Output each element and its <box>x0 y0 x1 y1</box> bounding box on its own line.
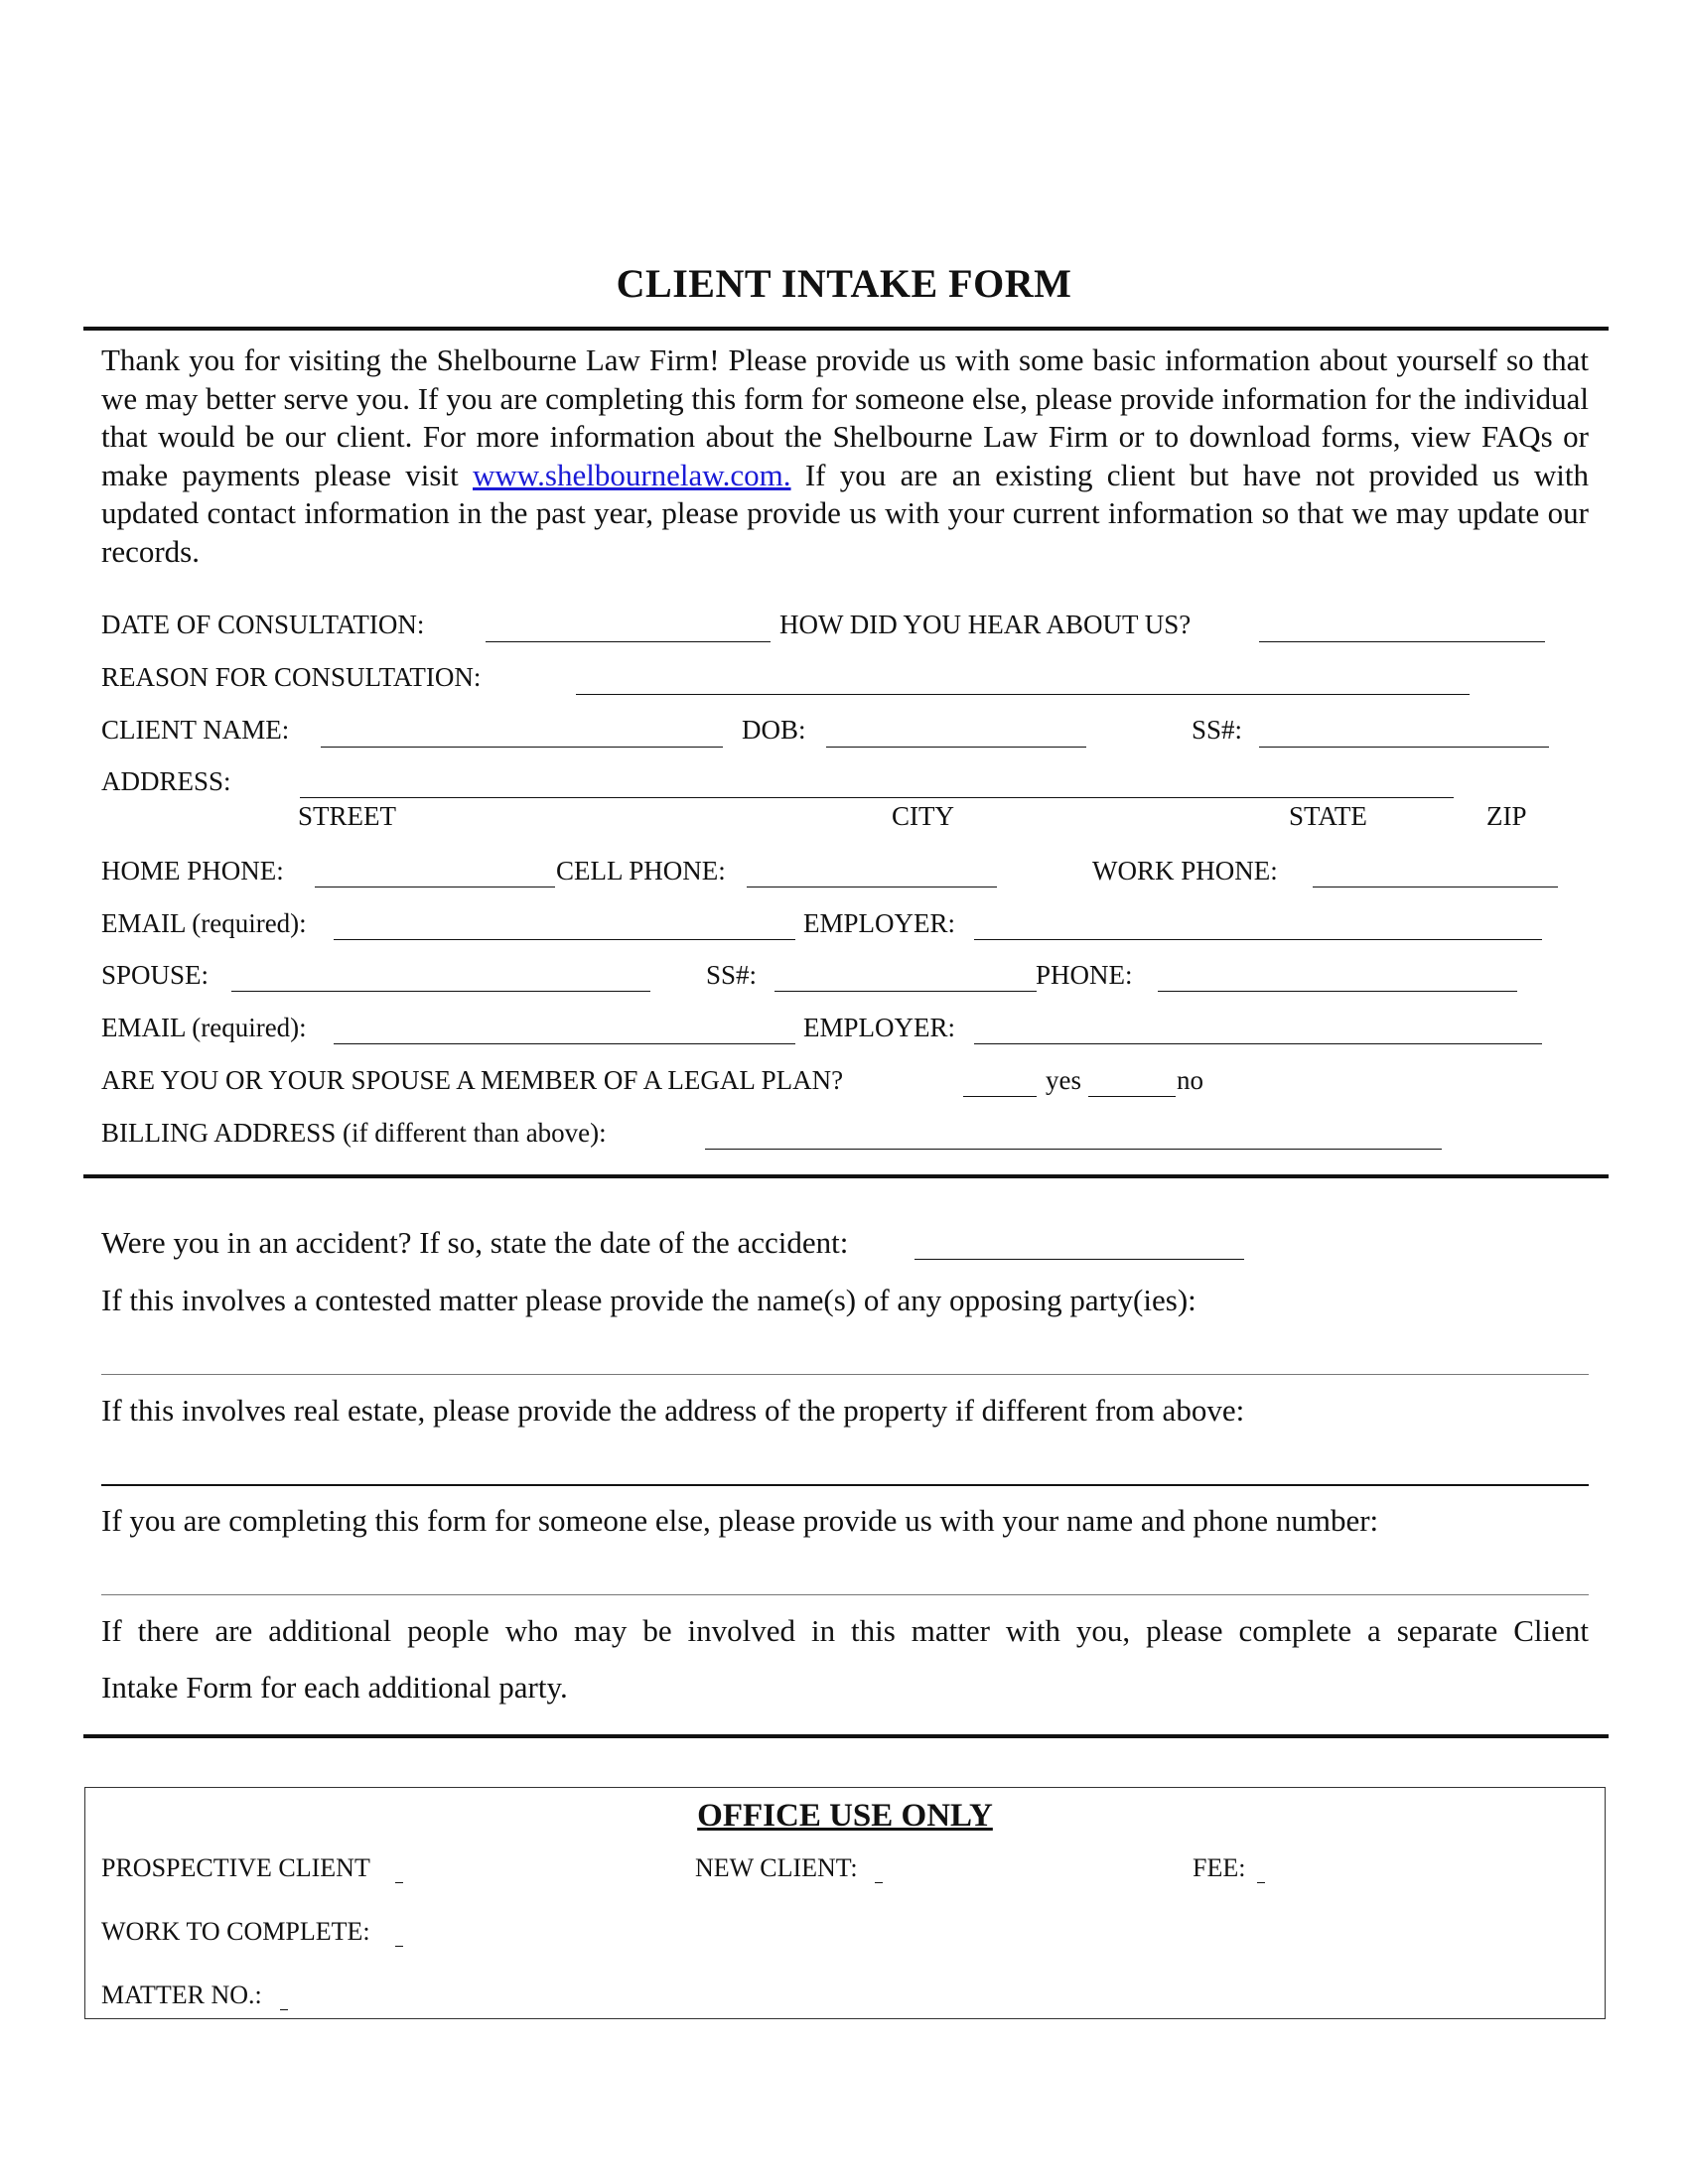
your-name-phone-field[interactable] <box>101 1594 1589 1595</box>
spouse-email-field[interactable] <box>334 1043 795 1044</box>
legal-plan-yes-label: yes <box>1046 1065 1081 1095</box>
employer-label: EMPLOYER: <box>803 908 956 938</box>
form-title: CLIENT INTAKE FORM <box>616 261 1072 306</box>
dob-label: DOB: <box>742 715 806 745</box>
dob-field[interactable] <box>826 747 1086 748</box>
contested-question: If this involves a contested matter please provide the name(s) of any opposing party(ies): <box>101 1283 1196 1317</box>
fee-label: FEE: <box>1193 1853 1246 1882</box>
client-name-label: CLIENT NAME: <box>101 715 290 745</box>
address-state-caption: STATE <box>1289 801 1367 831</box>
office-use-box <box>84 1787 1606 2019</box>
ss-label: SS#: <box>1192 715 1243 745</box>
real-estate-question: If this involves real estate, please provide the address of the property if different from above: <box>101 1393 1245 1428</box>
opposing-party-field[interactable] <box>101 1374 1589 1375</box>
intro-paragraph <box>101 341 1589 571</box>
intro-text-end: If you are an existing client but have not provided us with updated contact information in the past year, please provide us with your current information so that we may update our records. <box>101 457 1590 569</box>
legal-plan-no-label: no <box>1177 1065 1203 1095</box>
legal-plan-label: ARE YOU OR YOUR SPOUSE A MEMBER OF A LEGAL PLAN? <box>101 1065 844 1095</box>
section-divider <box>83 1174 1609 1178</box>
how-did-you-hear-label: HOW DID YOU HEAR ABOUT US? <box>779 610 1192 639</box>
billing-address-label: BILLING ADDRESS (if different than above): <box>101 1118 607 1148</box>
matter-no-field[interactable] <box>280 2009 288 2010</box>
ss-field[interactable] <box>1259 747 1549 748</box>
spouse-ss-label: SS#: <box>706 960 758 990</box>
how-did-you-hear-field[interactable] <box>1259 641 1545 642</box>
work-to-complete-label: WORK TO COMPLETE: <box>101 1917 370 1946</box>
spouse-phone-field[interactable] <box>1158 991 1517 992</box>
spouse-email-label: EMAIL (required): <box>101 1013 307 1042</box>
reason-for-consultation-field[interactable] <box>576 694 1470 695</box>
spouse-label: SPOUSE: <box>101 960 210 990</box>
office-use-title: OFFICE USE ONLY <box>697 1798 993 1834</box>
address-street-caption: STREET <box>298 801 396 831</box>
cell-phone-label: CELL PHONE: <box>556 856 726 886</box>
address-field[interactable] <box>300 797 1454 798</box>
website-link[interactable]: www.shelbournelaw.com. <box>473 457 791 492</box>
work-to-complete-field[interactable] <box>395 1946 403 1947</box>
address-label: ADDRESS: <box>101 766 231 796</box>
address-city-caption: CITY <box>892 801 954 831</box>
legal-plan-yes-field[interactable] <box>963 1096 1037 1097</box>
intro-text-start: Thank you for visiting the Shelbourne Law Firm! Please provide us with some basic information about yourself so that we may better serve you. If you are completing this form for someone else, please provide information for the individual that would be our client. For more information about the Shelbourne Law Firm or to download forms, view FAQs or make payments please visit <box>101 342 1589 492</box>
spouse-phone-label: PHONE: <box>1036 960 1133 990</box>
prospective-client-field[interactable] <box>395 1882 403 1883</box>
property-address-field[interactable] <box>101 1484 1589 1486</box>
spouse-ss-field[interactable] <box>774 991 1037 992</box>
accident-question: Were you in an accident? If so, state the date of the accident: <box>101 1225 849 1260</box>
billing-address-field[interactable] <box>705 1149 1442 1150</box>
email-field[interactable] <box>334 939 795 940</box>
home-phone-label: HOME PHONE: <box>101 856 284 886</box>
additional-people-note-line1: If there are additional people who may be involved in this matter with you, please complete a separate Client <box>101 1613 1589 1648</box>
new-client-label: NEW CLIENT: <box>695 1853 858 1882</box>
matter-no-label: MATTER NO.: <box>101 1980 262 2009</box>
reason-for-consultation-label: REASON FOR CONSULTATION: <box>101 662 482 692</box>
accident-date-field[interactable] <box>914 1259 1244 1260</box>
additional-people-note-line2: Intake Form for each additional party. <box>101 1670 568 1705</box>
footer-divider <box>83 1734 1609 1738</box>
new-client-field[interactable] <box>875 1882 883 1883</box>
spouse-employer-field[interactable] <box>974 1043 1542 1044</box>
date-of-consultation-label: DATE OF CONSULTATION: <box>101 610 425 639</box>
email-label: EMAIL (required): <box>101 908 307 938</box>
someone-else-question: If you are completing this form for someone else, please provide us with your name and phone number: <box>101 1503 1379 1538</box>
fee-field[interactable] <box>1257 1882 1265 1883</box>
legal-plan-no-field[interactable] <box>1088 1096 1176 1097</box>
address-zip-caption: ZIP <box>1486 801 1527 831</box>
spouse-field[interactable] <box>231 991 650 992</box>
client-name-field[interactable] <box>321 747 723 748</box>
spouse-employer-label: EMPLOYER: <box>803 1013 956 1042</box>
header-divider <box>83 327 1609 331</box>
date-of-consultation-field[interactable] <box>486 641 771 642</box>
work-phone-label: WORK PHONE: <box>1092 856 1278 886</box>
employer-field[interactable] <box>974 939 1542 940</box>
prospective-client-label: PROSPECTIVE CLIENT <box>101 1853 370 1882</box>
